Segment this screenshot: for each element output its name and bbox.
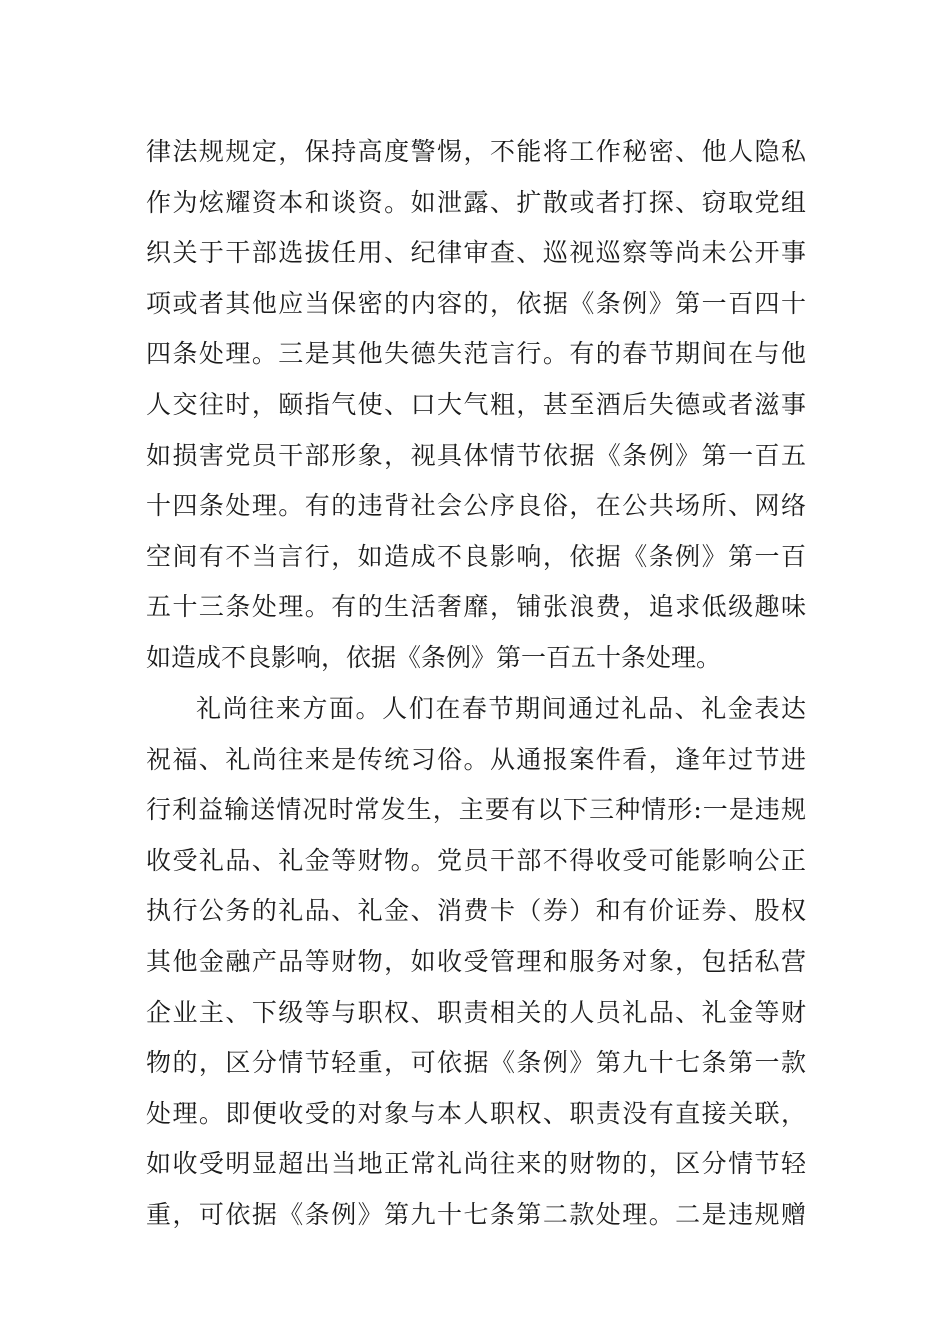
paragraph-line: 如造成不良影响，依据《条例》第一百五十条处理。: [146, 642, 722, 672]
paragraph-line: 律法规规定，保持高度警惕，不能将工作秘密、他人隐私: [146, 137, 806, 166]
paragraph-line: 处理。即便收受的对象与本人职权、职责没有直接关联，: [146, 1098, 806, 1128]
paragraph-line: 物的，区分情节轻重，可依据《条例》第九十七条第一款: [146, 1048, 806, 1078]
paragraph-line: 空间有不当言行，如造成不良影响，依据《条例》第一百: [146, 541, 806, 571]
paragraph-line: 人交往时，颐指气使、口大气粗，甚至酒后失德或者滋事: [146, 389, 806, 419]
paragraph-line: 其他金融产品等财物，如收受管理和服务对象，包括私营: [146, 946, 806, 976]
paragraph-line: 祝福、礼尚往来是传统习俗。从通报案件看，逢年过节进: [146, 744, 806, 774]
paragraph-line: 企业主、下级等与职权、职责相关的人员礼品、礼金等财: [146, 997, 806, 1027]
paragraph-line: 项或者其他应当保密的内容的，依据《条例》第一百四十: [146, 288, 806, 318]
paragraph-line: 五十三条处理。有的生活奢靡，铺张浪费，追求低级趣味: [146, 592, 806, 622]
paragraph-line: 执行公务的礼品、礼金、消费卡（券）和有价证券、股权: [146, 896, 806, 926]
paragraph-line: 如损害党员干部形象，视具体情节依据《条例》第一百五: [146, 440, 806, 470]
paragraph-line: 织关于干部选拔任用、纪律审查、巡视巡察等尚未公开事: [146, 238, 806, 268]
paragraph-line: 作为炫耀资本和谈资。如泄露、扩散或者打探、窃取党组: [146, 187, 806, 217]
paragraph-line: 十四条处理。有的违背社会公序良俗，在公共场所、网络: [146, 491, 806, 521]
paragraph-line: 四条处理。三是其他失德失范言行。有的春节期间在与他: [146, 339, 806, 369]
paragraph-line: 重，可依据《条例》第九十七条第二款处理。二是违规赠: [146, 1199, 806, 1229]
paragraph-line: 礼尚往来方面。人们在春节期间通过礼品、礼金表达: [196, 694, 806, 723]
paragraph-line: 收受礼品、礼金等财物。党员干部不得收受可能影响公正: [146, 845, 806, 875]
paragraph-1: [146, 127, 806, 684]
paragraph-line: 如收受明显超出当地正常礼尚往来的财物的，区分情节轻: [146, 1149, 806, 1179]
paragraph-2: [146, 684, 806, 1241]
paragraph-line: 行利益输送情况时常发生，主要有以下三种情形:一是违规: [146, 795, 806, 825]
